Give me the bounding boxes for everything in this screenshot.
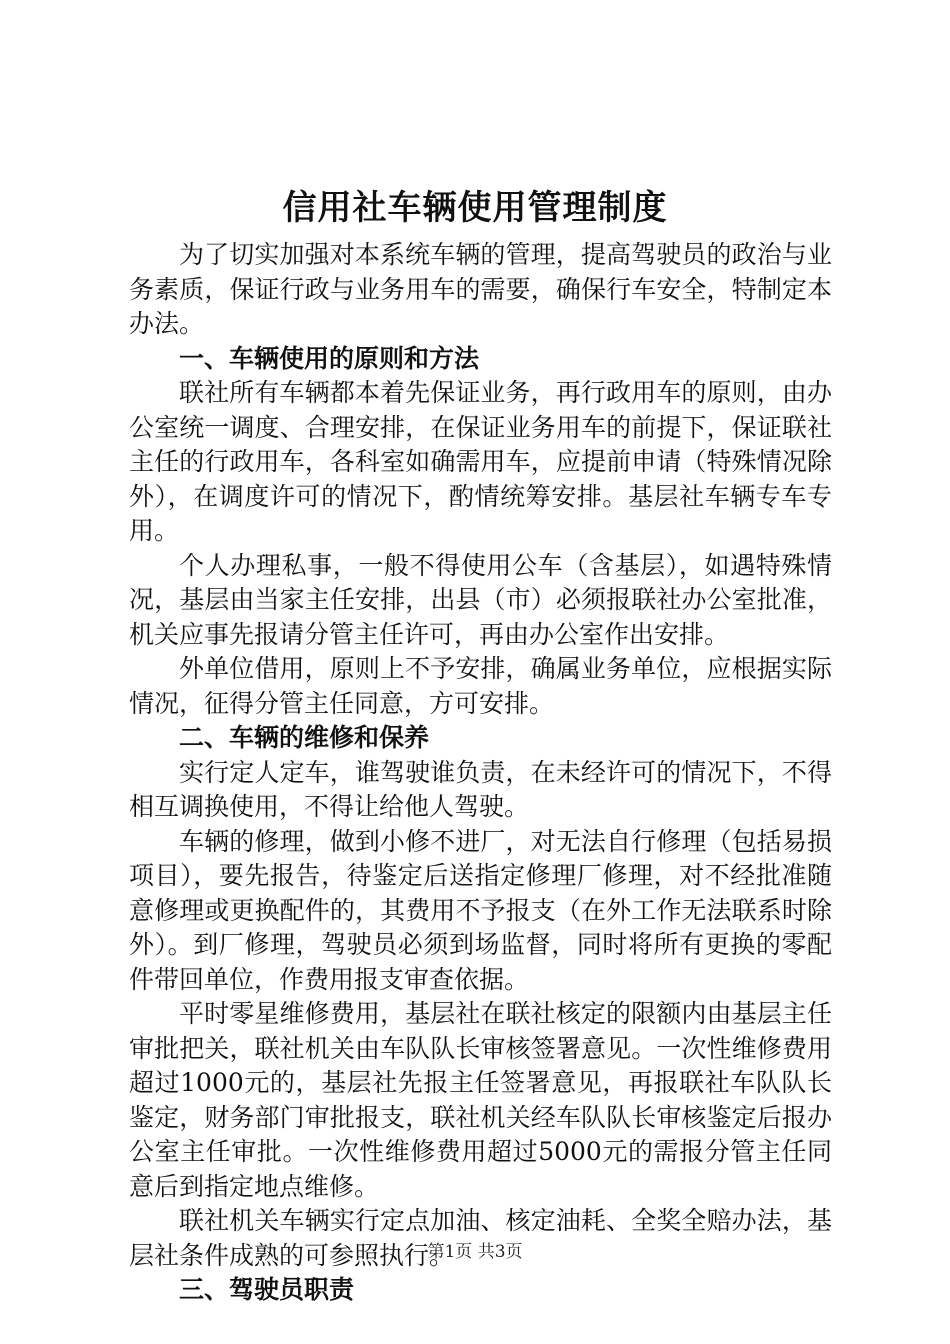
paragraph: 车辆的修理，做到小修不进厂，对无法自行修理（包括易损项目），要先报告，待鉴定后送指定修理厂修理，对不经批准随意修理或更换配件的，其费用不予报支（在外工作无法联系时除外）。到厂修理，驾驶员必须到场监督，同时将所有更换的零配件带回单位，作费用报支审查依据。 — [129, 826, 832, 994]
paragraph: 外单位借用，原则上不予安排，确属业务单位，应根据实际情况，征得分管主任同意，方可安排。 — [129, 654, 832, 718]
paragraph: 个人办理私事，一般不得使用公车（含基层），如遇特殊情况，基层由当家主任安排，出县（市）必须报联社办公室批准，机关应事先报请分管主任许可，再由办公室作出安排。 — [129, 550, 832, 649]
paragraph: 平时零星维修费用，基层社在联社核定的限额内由基层主任审批把关，联社机关由车队队长审核签署意见。一次性维修费用超过1000元的，基层社先报主任签署意见，再报联社车队队长鉴定，财务部门审批报支，联社机关经车队队长审核鉴定后报办公室主任审批。一次性维修费用超过5000元的需报分管主任同意后到指定地点维修。 — [129, 999, 832, 1201]
section-heading-1: 一、车辆使用的原则和方法 — [179, 343, 480, 373]
section-heading-3: 三、驾驶员职责 — [179, 1275, 355, 1304]
paragraph: 实行定人定车，谁驾驶谁负责，在未经许可的情况下，不得相互调换使用，不得让给他人驾驶。 — [129, 757, 832, 821]
paragraph-intro: 为了切实加强对本系统车辆的管理，提高驾驶员的政治与业务素质，保证行政与业务用车的需要，确保行车安全，特制定本办法。 — [129, 240, 832, 338]
section-heading-2: 二、车辆的维修和保养 — [179, 723, 430, 752]
page-number-footer: 第1页 共3页 — [427, 1242, 523, 1262]
paragraph: 联社机关车辆实行定点加油、核定油耗、全奖全赔办法，基层社条件成熟的可参照执行。 — [129, 1206, 832, 1270]
document-body — [129, 238, 832, 1308]
paragraph: 联社所有车辆都本着先保证业务，再行政用车的原则，由办公室统一调度、合理安排，在保证业务用车的前提下，保证联社主任的行政用车，各科室如确需用车，应提前申请（特殊情况除外），在调度许可的情况下，酌情统筹安排。基层社车辆专车专用。 — [129, 378, 832, 545]
document-title: 信用社车辆使用管理制度 — [282, 188, 668, 228]
